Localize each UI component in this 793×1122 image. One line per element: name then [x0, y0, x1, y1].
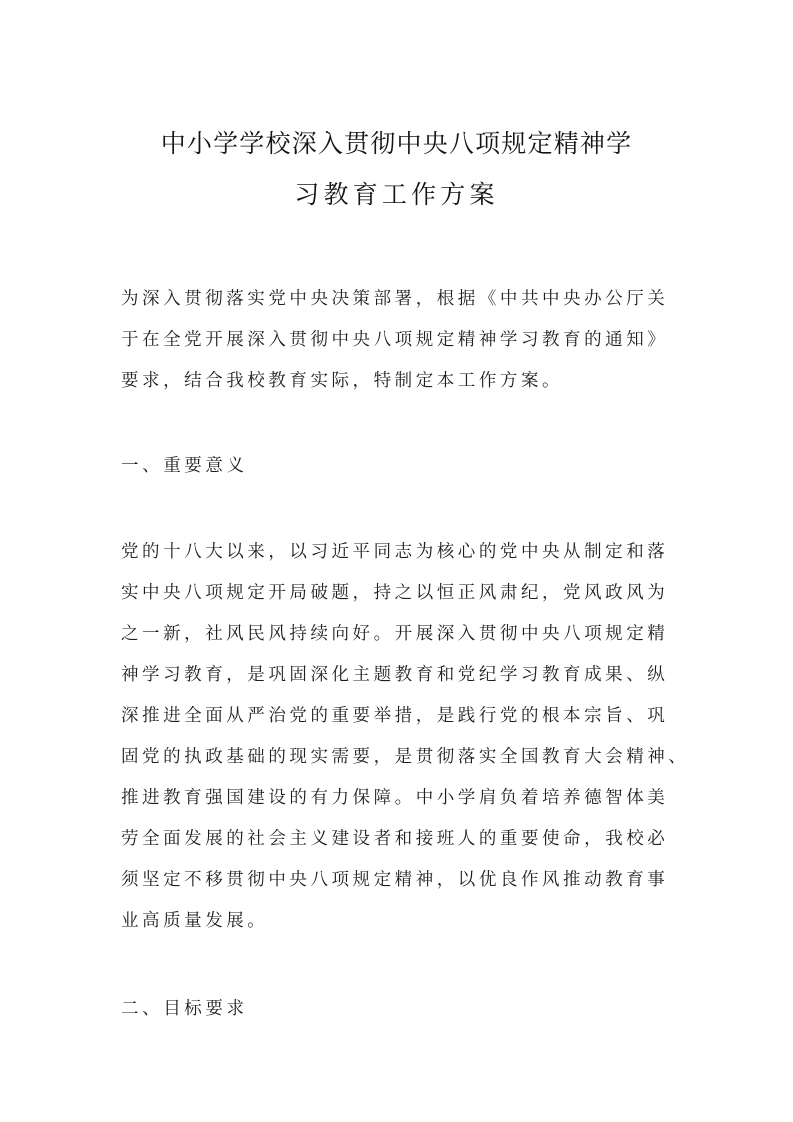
document-title-line-2: 习教育工作方案 [294, 180, 499, 209]
intro-line: 于在全党开展深入贯彻中央八项规定精神学习教育的通知》 [121, 330, 669, 350]
paragraph-line: 实中央八项规定开局破题，持之以恒正风肃纪，党风政风为 [121, 583, 669, 603]
significance-paragraph [121, 532, 721, 942]
section-heading-goals [121, 989, 721, 1030]
section-heading: 二、目标要求 [121, 999, 248, 1019]
paragraph-line: 劳全面发展的社会主义建设者和接班人的重要使命，我校必 [121, 829, 669, 849]
intro-line: 为深入贯彻落实党中央决策部署，根据《中共中央办公厅关 [121, 289, 669, 309]
paragraph-line: 推进教育强国建设的有力保障。中小学肩负着培养德智体美 [121, 788, 669, 808]
paragraph-line: 神学习教育，是巩固深化主题教育和党纪学习教育成果、纵 [121, 665, 669, 685]
document-title-line-1: 中小学学校深入贯彻中央八项规定精神学 [160, 129, 633, 158]
paragraph-line: 深推进全面从严治党的重要举措，是践行党的根本宗旨、巩 [121, 706, 669, 726]
section-heading-significance [121, 446, 721, 487]
intro-paragraph [121, 279, 721, 402]
paragraph-line: 党的十八大以来，以习近平同志为核心的党中央从制定和落 [121, 542, 669, 562]
paragraph-line: 之一新，社风民风持续向好。开展深入贯彻中央八项规定精 [121, 624, 669, 644]
paragraph-line: 业高质量发展。 [121, 911, 269, 931]
paragraph-line: 固党的执政基础的现实需要，是贯彻落实全国教育大会精神、 [121, 747, 690, 767]
intro-line: 要求，结合我校教育实际，特制定本工作方案。 [121, 371, 564, 391]
section-heading: 一、重要意义 [121, 456, 248, 476]
paragraph-line: 须坚定不移贯彻中央八项规定精神，以优良作风推动教育事 [121, 870, 669, 890]
